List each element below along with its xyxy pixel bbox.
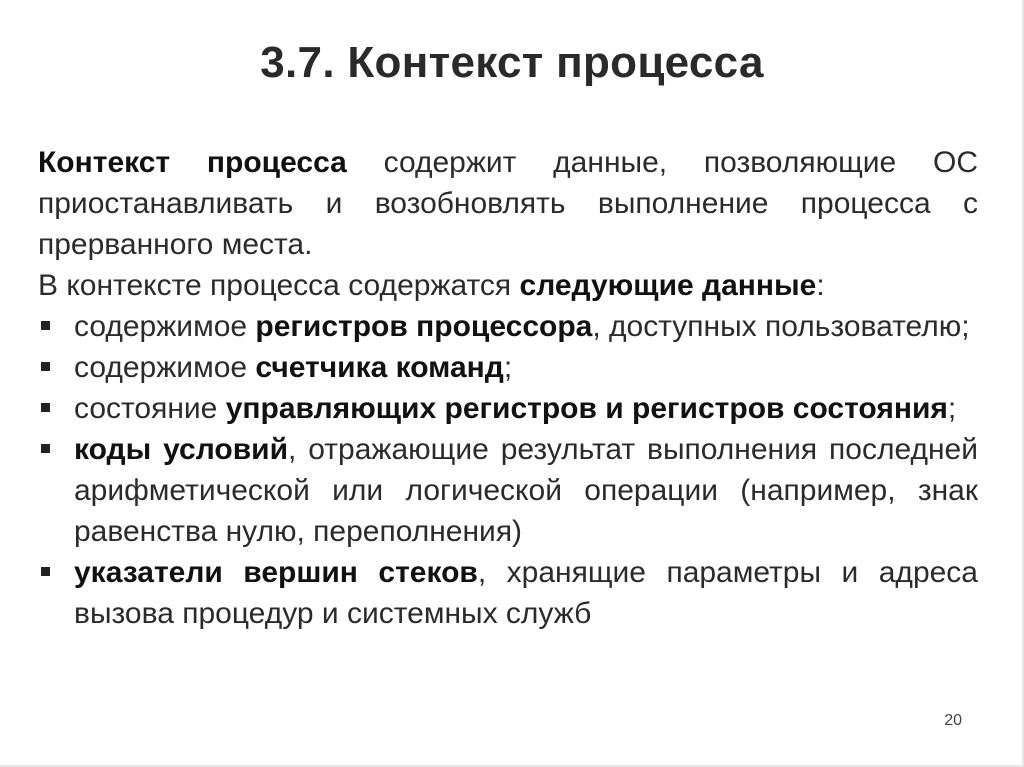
list-item-bold: регистров процессора bbox=[255, 310, 593, 343]
square-bullet-icon bbox=[41, 444, 50, 453]
list-item bbox=[38, 552, 978, 634]
page-number: 20 bbox=[944, 712, 962, 729]
list-item-post: , отражающие результат выполнения последней арифметической или логической операции (например, знак равенства нулю, переполнения) bbox=[74, 433, 978, 548]
list-item-pre: содержимое bbox=[74, 310, 256, 343]
list-item-pre: содержимое bbox=[74, 351, 256, 384]
square-bullet-icon bbox=[41, 403, 50, 412]
data-list bbox=[38, 306, 978, 634]
list-item bbox=[38, 347, 978, 388]
list-item-bold: счетчика команд bbox=[255, 351, 504, 384]
intro-text: содержит данные, позволяющие ОС приостанавливать и возобновлять выполнение процесса с прерванного места. bbox=[38, 146, 978, 261]
list-item-post: , доступных пользователю; bbox=[592, 310, 970, 343]
list-item-post: ; bbox=[947, 392, 957, 425]
list-item-bold: коды условий bbox=[74, 433, 289, 466]
list-item-post: ; bbox=[503, 351, 513, 384]
contains-text-before: В контексте процесса содержатся bbox=[38, 269, 520, 302]
list-item-pre: состояние bbox=[74, 392, 226, 425]
list-item bbox=[38, 429, 978, 552]
list-item bbox=[38, 306, 978, 347]
contains-paragraph bbox=[38, 265, 978, 306]
intro-paragraph bbox=[38, 142, 978, 265]
intro-bold-term: Контекст процесса bbox=[38, 146, 347, 179]
slide-body bbox=[38, 142, 978, 634]
square-bullet-icon bbox=[41, 362, 50, 371]
slide-title: 3.7. Контекст процесса bbox=[260, 38, 764, 87]
square-bullet-icon bbox=[41, 321, 50, 330]
list-item-post: , хранящие параметры и адреса вызова процедур и системных служб bbox=[74, 556, 978, 630]
list-item-bold: управляющих регистров и регистров состояния bbox=[225, 392, 948, 425]
list-item-bold: указатели вершин стеков bbox=[74, 556, 478, 589]
contains-text-after: : bbox=[816, 269, 825, 302]
list-item bbox=[38, 388, 978, 429]
square-bullet-icon bbox=[41, 567, 50, 576]
contains-bold: следующие данные bbox=[519, 269, 817, 302]
